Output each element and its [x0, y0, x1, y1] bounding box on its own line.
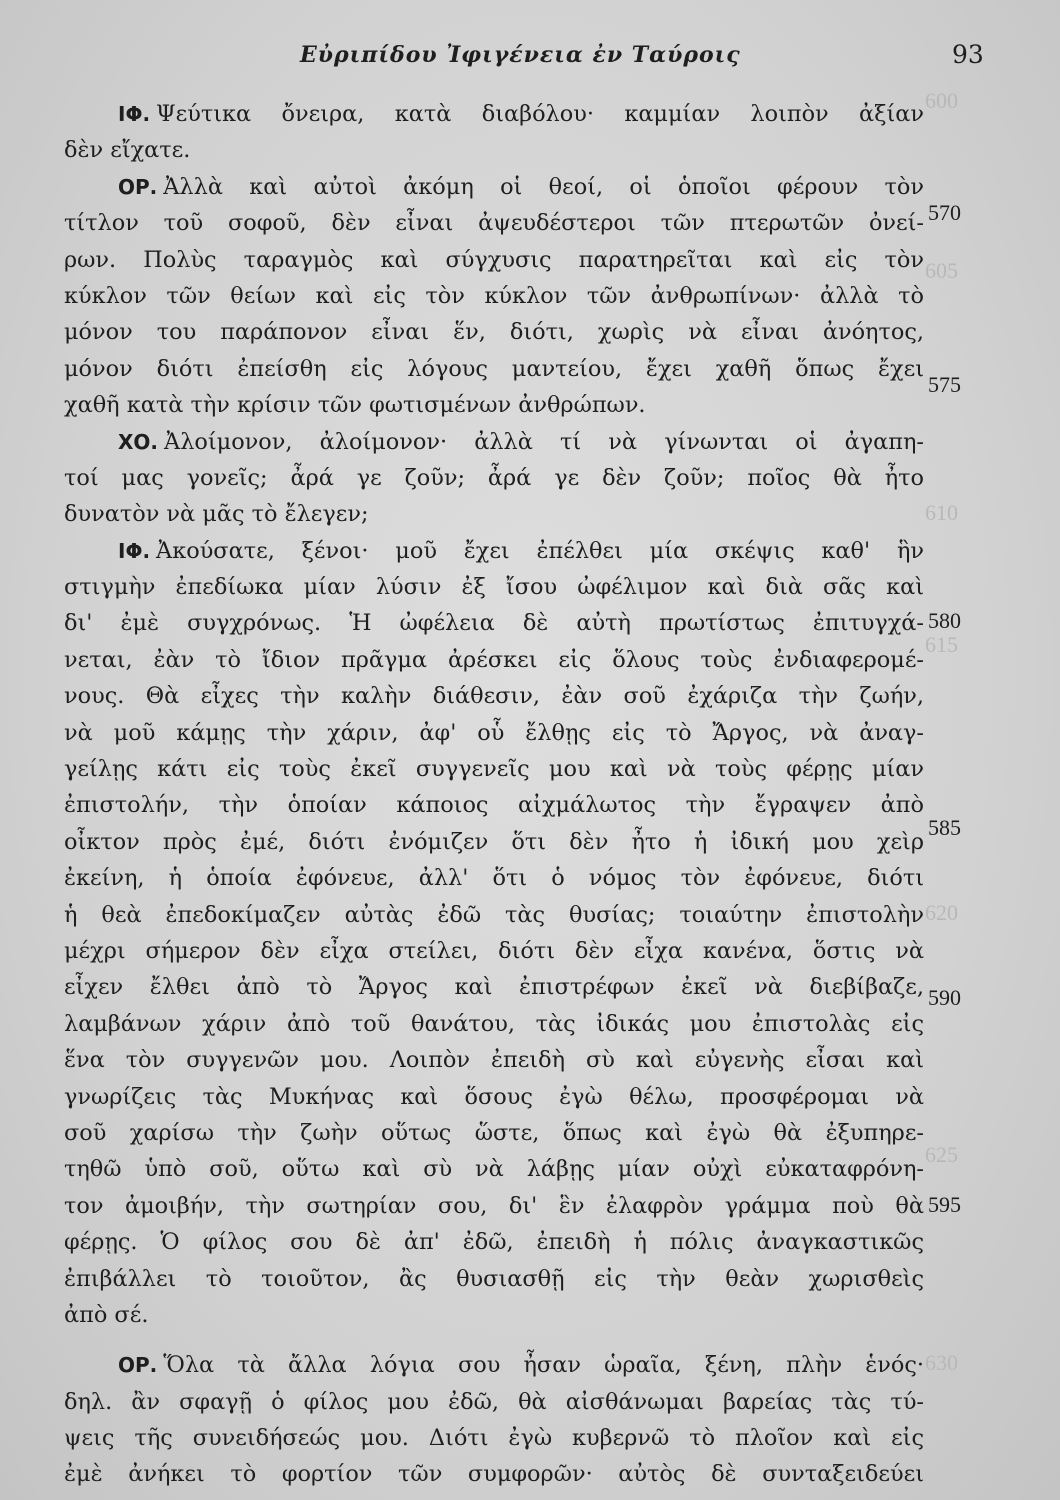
- text-line: [64, 787, 924, 823]
- line-number: 575: [928, 372, 961, 397]
- text-line: [64, 132, 924, 168]
- bleed-number: 615: [925, 632, 958, 657]
- paragraph-gap: [64, 1333, 924, 1347]
- text-line: [64, 569, 924, 605]
- line-text: Ἀκούσατε, ξένοι· μοῦ ἔχει ἐπέλθει μία σκέψις καθ' ἣν: [156, 537, 924, 564]
- text-line: [64, 205, 924, 241]
- text-line: [64, 424, 924, 460]
- line-text: γείλῃς κάτι εἰς τοὺς ἐκεῖ συγγενεῖς μου καὶ νὰ τοὺς φέρῃς μίαν: [64, 756, 924, 783]
- line-text: τίτλον τοῦ σοφοῦ, δὲν εἶναι ἀψευδέστεροι τῶν πτερωτῶν ὀνεί-: [64, 210, 924, 237]
- text-line: [64, 1042, 924, 1078]
- line-number: 580: [928, 608, 961, 633]
- bleed-number: 620: [925, 900, 958, 925]
- line-text: λαμβάνων χάριν ἀπὸ τοῦ θανάτου, τὰς ἰδικάς μου ἐπιστολὰς εἰς: [64, 1010, 924, 1037]
- text-line: [64, 1297, 924, 1333]
- line-text: ἕνα τὸν συγγενῶν μου. Λοιπὸν ἐπειδὴ σὺ καὶ εὐγενὴς εἶσαι καὶ: [64, 1047, 924, 1074]
- text-line: [64, 933, 924, 969]
- text-line: [64, 1384, 924, 1420]
- line-text: ρων. Πολὺς ταραγμὸς καὶ σύγχυσις παρατηρεῖται καὶ εἰς τὸν: [64, 246, 924, 273]
- line-text: φέρῃς. Ὁ φίλος σου δὲ ἀπ' ἐδῶ, ἐπειδὴ ἡ πόλις ἀναγκαστικῶς: [64, 1229, 924, 1256]
- line-text: εἶχεν ἔλθει ἀπὸ τὸ Ἄργος καὶ ἐπιστρέφων ἐκεῖ νὰ διεβίβαζε,: [64, 974, 924, 1001]
- line-text: ἡ θεὰ ἐπεδοκίμαζεν αὐτὰς ἐδῶ τὰς θυσίας; τοιαύτην ἐπιστολὴν: [64, 901, 924, 928]
- text-line: [64, 1006, 924, 1042]
- speaker-label: ΧΟ.: [118, 429, 159, 454]
- text-line: [64, 751, 924, 787]
- text-line: [64, 1115, 924, 1151]
- text-line: [64, 460, 924, 496]
- line-text: μέχρι σήμερον δὲν εἶχα στείλει, διότι δὲν εἶχα κανένα, ὅστις νὰ: [64, 937, 924, 964]
- line-text: δηλ. ἂν σφαγῇ ὁ φίλος μου ἐδῶ, θὰ αἰσθάνωμαι βαρείας τὰς τύ-: [64, 1388, 924, 1415]
- bleed-number: 610: [925, 500, 958, 525]
- running-head: Εὐριπίδου Ἰφιγένεια ἐν Ταύροις: [300, 42, 741, 68]
- bleed-number: 630: [925, 1350, 958, 1375]
- line-text: τοί μας γονεῖς; ἆρά γε ζοῦν; ἆρά γε δὲν ζοῦν; ποῖος θὰ ἦτο: [64, 464, 924, 491]
- bleed-number: 605: [925, 258, 958, 283]
- line-text: χαθῆ κατὰ τὴν κρίσιν τῶν φωτισμένων ἀνθρώπων.: [64, 392, 646, 419]
- text-line: [64, 969, 924, 1005]
- line-text: τηθῶ ὑπὸ σοῦ, οὕτω καὶ σὺ νὰ λάβῃς μίαν οὐχὶ εὐκαταφρόνη-: [64, 1156, 924, 1183]
- text-line: [64, 314, 924, 350]
- text-line: [64, 1347, 924, 1383]
- line-text: Ὅλα τὰ ἄλλα λόγια σου ἦσαν ὡραῖα, ξένη, πλὴν ἑνός·: [163, 1352, 924, 1379]
- text-line: [64, 1261, 924, 1297]
- text-line: [64, 1188, 924, 1224]
- text-line: [64, 96, 924, 132]
- text-line: [64, 860, 924, 896]
- line-text: νους. Θὰ εἶχες τὴν καλὴν διάθεσιν, ἐὰν σοῦ ἐχάριζα τὴν ζωήν,: [64, 683, 924, 710]
- text-line: [64, 1079, 924, 1115]
- line-text: Ψεύτικα ὄνειρα, κατὰ διαβόλου· καμμίαν λοιπὸν ἀξίαν: [156, 101, 924, 127]
- text-line: [64, 496, 924, 532]
- line-text: οἶκτον πρὸς ἐμέ, διότι ἐνόμιζεν ὅτι δὲν ἦτο ἡ ἰδική μου χεὶρ: [64, 828, 924, 855]
- page-number: 93: [952, 40, 984, 69]
- text-line: [64, 242, 924, 278]
- line-number: 570: [928, 200, 961, 225]
- bleed-number: 625: [925, 1142, 958, 1167]
- text-line: [64, 1151, 924, 1187]
- line-text: γνωρίζεις τὰς Μυκήνας καὶ ὅσους ἐγὼ θέλω, προσφέρομαι νὰ: [64, 1083, 924, 1110]
- text-line: [64, 278, 924, 314]
- line-text: τον ἀμοιβήν, τὴν σωτηρίαν σου, δι' ἓν ἐλαφρὸν γράμμα ποὺ θὰ: [64, 1192, 924, 1219]
- line-text: νὰ μοῦ κάμῃς τὴν χάριν, ἀφ' οὗ ἔλθῃς εἰς τὸ Ἄργος, νὰ ἀναγ-: [64, 719, 924, 746]
- line-text: μόνον του παράπονον εἶναι ἕν, διότι, χωρὶς νὰ εἶναι ἀνόητος,: [64, 319, 924, 346]
- text-line: [64, 169, 924, 205]
- text-line: [64, 897, 924, 933]
- body-text: [64, 96, 924, 1493]
- text-line: [64, 605, 924, 641]
- speaker-label: ΟΡ.: [118, 1353, 158, 1378]
- line-text: ἐπιστολήν, τὴν ὁποίαν κάποιος αἰχμάλωτος τὴν ἔγραψεν ἀπὸ: [64, 792, 924, 819]
- line-text: σοῦ χαρίσω τὴν ζωὴν οὕτως ὥστε, ὅπως καὶ ἐγὼ θὰ ἐξυπηρε-: [64, 1119, 924, 1146]
- text-line: [64, 1456, 924, 1492]
- text-line: [64, 642, 924, 678]
- line-text: Ἀλοίμονον, ἀλοίμονον· ἀλλὰ τί νὰ γίνωνται οἱ ἀγαπη-: [164, 428, 924, 455]
- line-text: μόνον διότι ἐπείσθη εἰς λόγους μαντείου, ἔχει χαθῆ ὅπως ἔχει: [64, 355, 924, 382]
- line-text: ἀπὸ σέ.: [64, 1301, 149, 1328]
- line-text: Ἀλλὰ καὶ αὐτοὶ ἀκόμη οἱ θεοί, οἱ ὁποῖοι φέρουν τὸν: [163, 173, 924, 200]
- line-text: δυνατὸν νὰ μᾶς τὸ ἔλεγεν;: [64, 501, 369, 528]
- speaker-label: ΙΦ.: [118, 102, 151, 126]
- speaker-label: ΙΦ.: [118, 538, 151, 563]
- text-line: [64, 1420, 924, 1456]
- line-text: κύκλον τῶν θείων καὶ εἰς τὸν κύκλον τῶν ἀνθρωπίνων· ἀλλὰ τὸ: [64, 282, 924, 309]
- line-text: δὲν εἴχατε.: [64, 137, 191, 164]
- page-header: [0, 36, 1060, 76]
- line-number: 585: [928, 815, 961, 840]
- line-text: ψεις τῆς συνειδήσεώς μου. Διότι ἐγὼ κυβερνῶ τὸ πλοῖον καὶ εἰς: [64, 1425, 924, 1452]
- text-line: [64, 387, 924, 423]
- line-text: δι' ἐμὲ συγχρόνως. Ἡ ὠφέλεια δὲ αὐτὴ πρωτίστως ἐπιτυγχά-: [64, 610, 924, 637]
- text-line: [64, 678, 924, 714]
- line-text: ἐπιβάλλει τὸ τοιοῦτον, ἂς θυσιασθῇ εἰς τὴν θεὰν χωρισθεὶς: [64, 1265, 924, 1292]
- line-text: νεται, ἐὰν τὸ ἴδιον πρᾶγμα ἀρέσκει εἰς ὅλους τοὺς ἐνδιαφερομέ-: [64, 646, 924, 673]
- bleed-number: 600: [925, 88, 958, 113]
- text-line: [64, 351, 924, 387]
- text-line: [64, 1224, 924, 1260]
- text-line: [64, 533, 924, 569]
- line-number: 590: [928, 985, 961, 1010]
- line-text: ἐμὲ ἀνήκει τὸ φορτίον τῶν συμφορῶν· αὐτὸς δὲ συνταξειδεύει: [64, 1461, 924, 1488]
- text-line: [64, 824, 924, 860]
- text-line: [64, 715, 924, 751]
- line-number: 595: [928, 1192, 961, 1217]
- speaker-label: ΟΡ.: [118, 174, 158, 199]
- line-text: ἐκείνη, ἡ ὁποία ἐφόνευε, ἀλλ' ὅτι ὁ νόμος τὸν ἐφόνευε, διότι: [64, 865, 924, 892]
- line-text: στιγμὴν ἐπεδίωκα μίαν λύσιν ἐξ ἴσου ὠφέλιμον καὶ διὰ σᾶς καὶ: [64, 574, 924, 601]
